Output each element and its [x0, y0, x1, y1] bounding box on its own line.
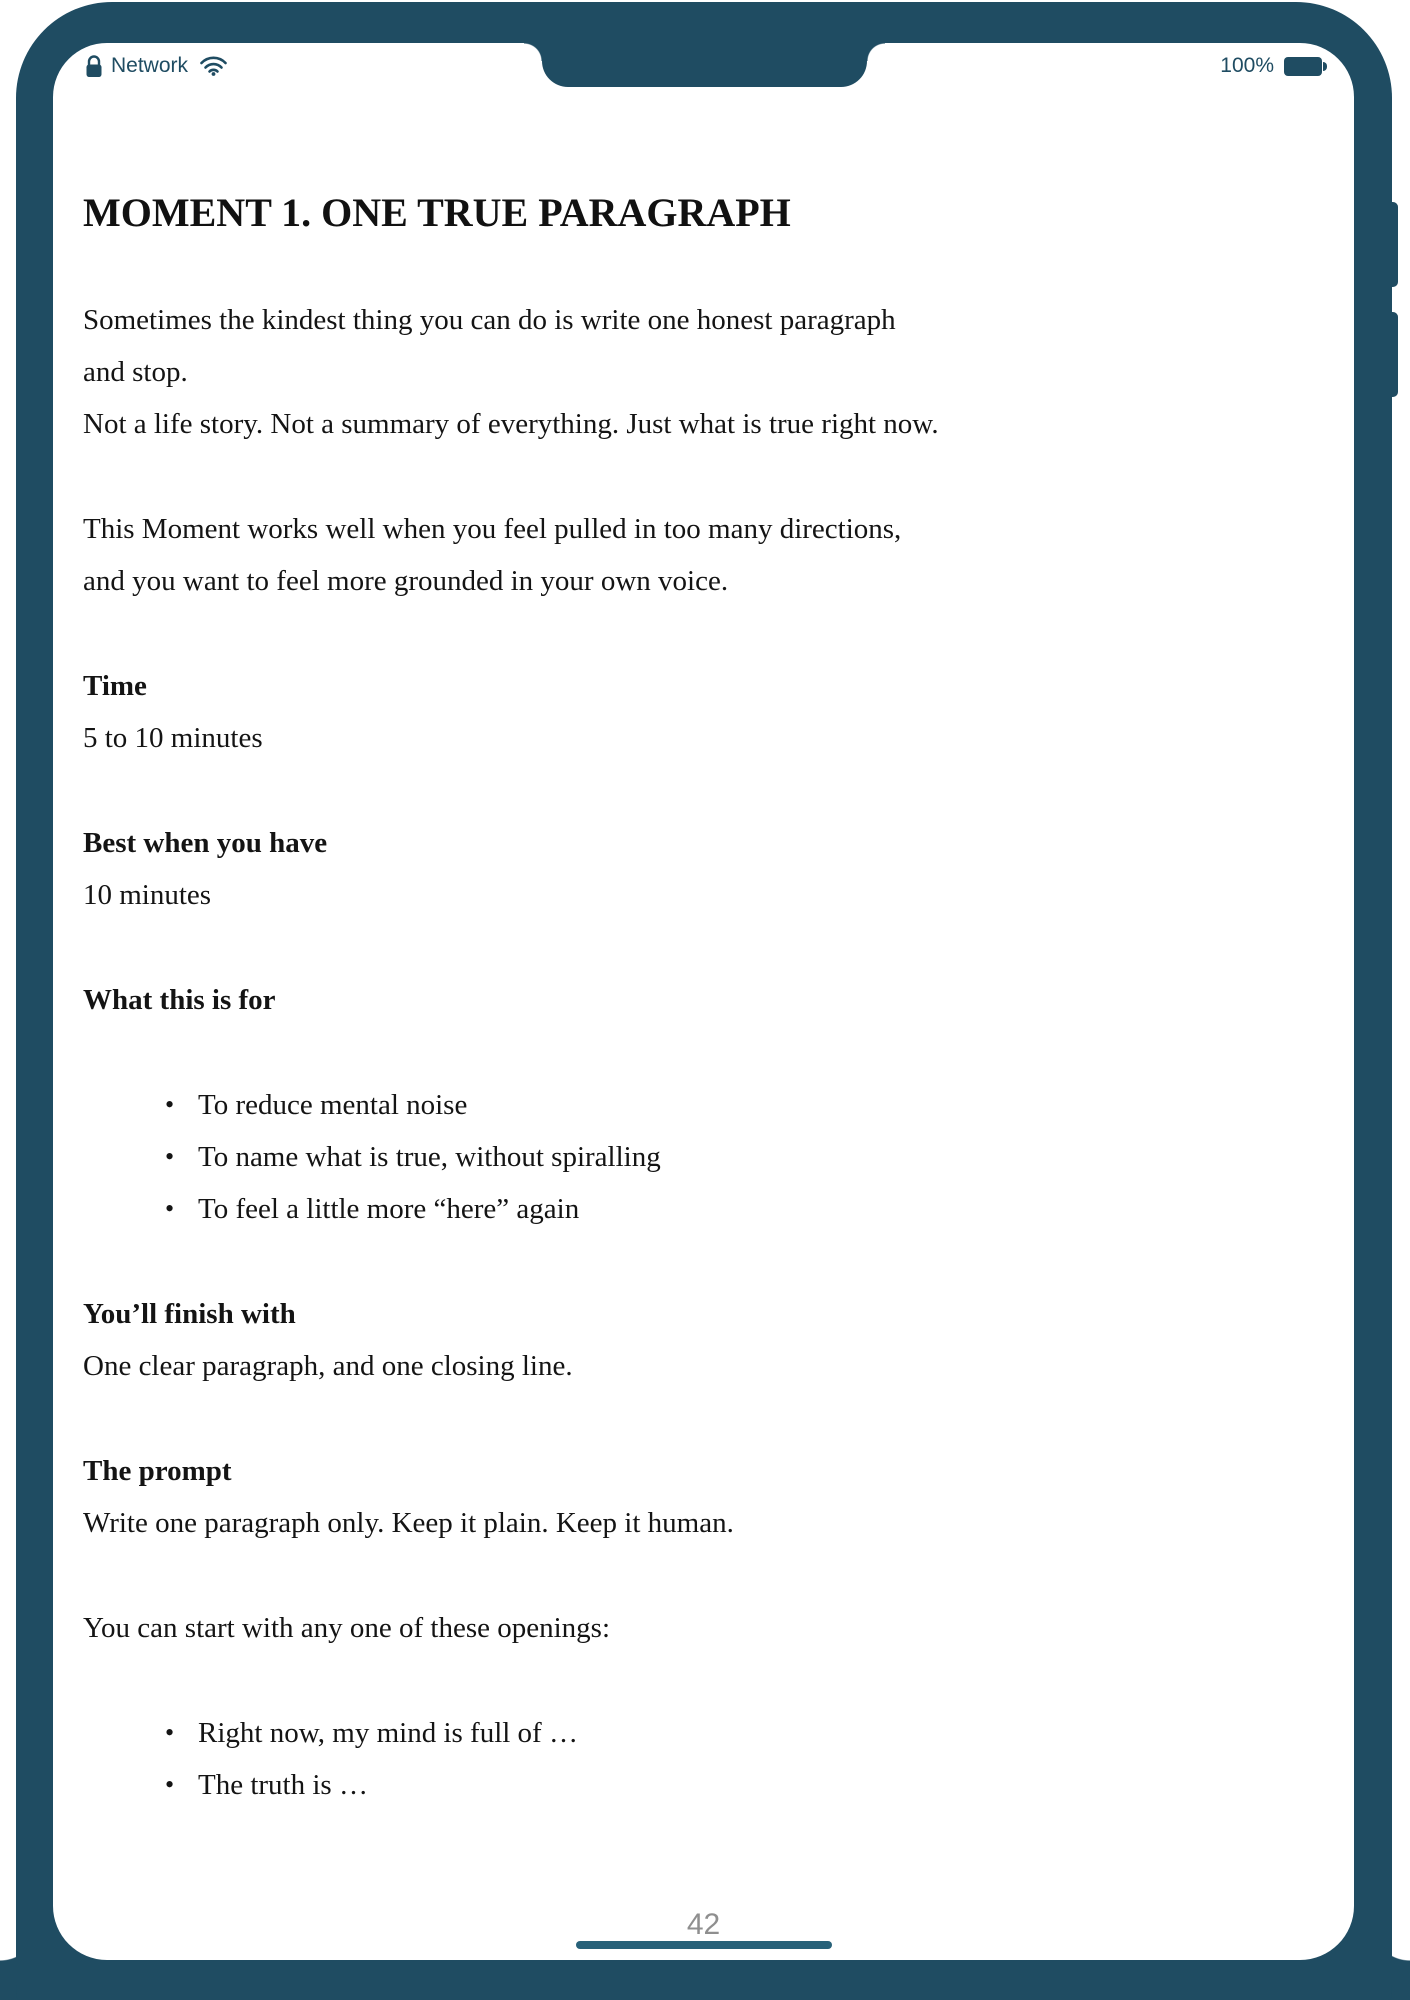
section-heading: You’ll finish with: [83, 1298, 296, 1330]
bullet-list: [83, 1079, 1344, 1235]
page-number: 42: [686, 1908, 721, 1941]
paragraph-line: This Moment works well when you feel pulled in too many directions,: [83, 513, 902, 545]
page-content: [83, 43, 1344, 1811]
section-heading: Best when you have: [83, 827, 328, 859]
page-title: MOMENT 1. ONE TRUE PARAGRAPH: [83, 190, 791, 235]
list-item: • To name what is true, without spiralling: [83, 1131, 1344, 1183]
section-value: One clear paragraph, and one closing line.: [83, 1350, 573, 1382]
paragraph: [83, 294, 1344, 450]
list-item: • To feel a little more “here” again: [83, 1183, 1344, 1235]
list-item: • The truth is …: [83, 1759, 1344, 1811]
section-value: 5 to 10 minutes: [83, 722, 263, 754]
network-label: Network: [111, 54, 189, 77]
tablet-screen: [53, 43, 1354, 1960]
section-value: 10 minutes: [83, 879, 212, 911]
section-heading: The prompt: [83, 1455, 232, 1487]
list-item: • Right now, my mind is full of …: [83, 1707, 1344, 1759]
battery-percent-label: 100%: [1220, 54, 1274, 77]
list-item: • To reduce mental noise: [83, 1079, 1344, 1131]
section-time: [83, 660, 1344, 764]
section-heading: What this is for: [83, 984, 276, 1016]
bullet-list: [83, 1707, 1344, 1811]
paragraph-line: and stop.: [83, 356, 188, 388]
paragraph-line: You can start with any one of these openings:: [83, 1612, 611, 1644]
section-prompt: [83, 1445, 1344, 1549]
tablet-frame: [16, 2, 1392, 2000]
home-indicator[interactable]: [576, 1941, 832, 1949]
paragraph-line: Not a life story. Not a summary of everything. Just what is true right now.: [83, 408, 939, 440]
section-heading: Time: [83, 670, 147, 702]
section-value: Write one paragraph only. Keep it plain. Keep it human.: [83, 1507, 734, 1539]
section-best-when: [83, 817, 1344, 921]
paragraph: [83, 1602, 1344, 1654]
paragraph: [83, 503, 1344, 607]
section-finish-with: [83, 1288, 1344, 1392]
paragraph-line: and you want to feel more grounded in your own voice.: [83, 565, 729, 597]
paragraph-line: Sometimes the kindest thing you can do is write one honest paragraph: [83, 304, 896, 336]
section-what-for-heading: [83, 974, 1344, 1026]
